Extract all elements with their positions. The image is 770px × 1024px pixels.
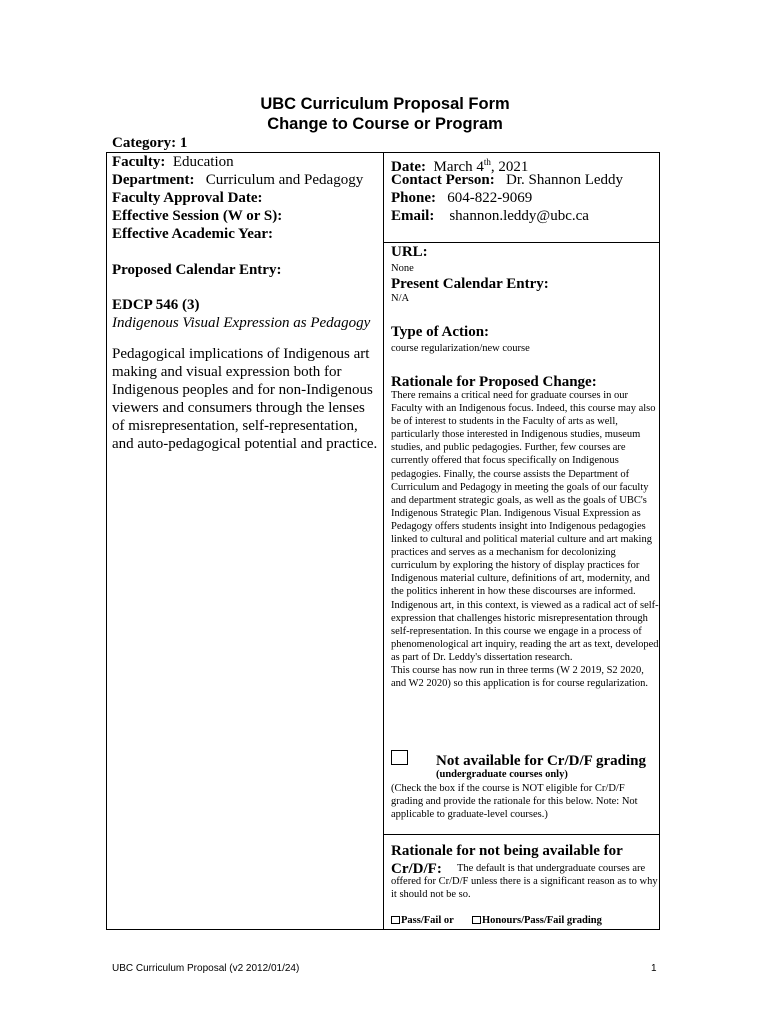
rationale-label: Rationale for Proposed Change: xyxy=(391,374,597,390)
crdf-checkbox[interactable] xyxy=(391,750,408,765)
rationale-not-available-desc: The default is that undergraduate courses are offered for Cr/D/F unless there is a significant reason as to why it should not be so. xyxy=(391,863,658,901)
email-row xyxy=(391,207,589,225)
course-title: Indigenous Visual Expression as Pedagogy xyxy=(112,315,371,331)
department-label: Department: xyxy=(112,172,195,188)
faculty-row xyxy=(112,153,234,171)
grading-options xyxy=(391,915,602,926)
contact-row xyxy=(391,171,623,189)
approval-date-row xyxy=(112,189,263,207)
present-calendar-value: N/A xyxy=(391,293,410,304)
effective-session-row xyxy=(112,207,282,225)
url-value: None xyxy=(391,263,414,274)
rationale-paragraph-1: There remains a critical need for graduate courses in our Faculty with an Indigenous focus. Indeed, this course may also be of interest to students in the Faculty of arts as well, particularly those interested in Indigenous studies, museum studies, and public pedagogies. Further, few courses are currently offered that focus specifically on Indigenous pedagogies. Finally, the course assists the Department of Curriculum and Pedagogy in meeting the goals of our faculty and department strategic goals, as well as the goals of UBC's Indigenous Strategic Plan. Indigenous Visual Expression as Pedagogy offers students insight into Indigenous pedagogies linked to cultural and political material culture and art making practices and serves as a mechanism for decolonizing curriculum by exploring the history of display practices for Indigenous material culture, definitions of art, modernity, and the politics inherent in how these discourses are informed. Indigenous art, in this context, is viewed as a radical act of self-expression that challenges historic misrepresentation through self-representation. In this course we engage in a process of phenomenological art inquiry, reading the art as text, developed as part of Dr. Leddy's dissertation research. xyxy=(391,390,659,663)
form-subtitle: Change to Course or Program xyxy=(267,115,503,133)
contact-label: Contact Person: xyxy=(391,172,495,188)
email-label: Email: xyxy=(391,208,435,224)
effective-year-label: Effective Academic Year: xyxy=(112,226,274,242)
rationale-paragraph-2: This course has now run in three terms (W 2 2019, S2 2020, and W2 2020) so this application is for course regularization. xyxy=(391,664,648,690)
phone-label: Phone: xyxy=(391,190,436,206)
type-of-action-value: course regularization/new course xyxy=(391,343,530,354)
category-label: Category: 1 xyxy=(112,135,188,151)
date-label: Date: xyxy=(391,159,426,175)
contact-value: Dr. Shannon Leddy xyxy=(505,172,624,188)
footer-version: UBC Curriculum Proposal (v2 2012/01/24) xyxy=(112,963,300,974)
proposed-calendar-entry-label: Proposed Calendar Entry: xyxy=(112,262,282,278)
page-number: 1 xyxy=(651,963,657,974)
course-description: Pedagogical implications of Indigenous art making and visual expression both for Indigenous peoples and for non-Indigenous viewers and consumers through the lenses of misrepresentation, self-representation, and auto-pedagogical potential and practice. xyxy=(112,346,378,452)
row-divider-lower xyxy=(383,834,660,835)
form-title: UBC Curriculum Proposal Form xyxy=(260,95,510,113)
column-divider xyxy=(383,152,384,930)
department-row xyxy=(112,171,363,189)
email-value: shannon.leddy@ubc.ca xyxy=(449,208,589,224)
phone-row xyxy=(391,189,532,207)
type-of-action-label: Type of Action: xyxy=(391,324,490,340)
row-divider xyxy=(383,242,660,243)
date-value: March 4th, 2021 xyxy=(433,157,529,175)
url-label: URL: xyxy=(391,244,428,260)
not-available-sub: (undergraduate courses only) xyxy=(436,769,568,780)
not-available-desc: (Check the box if the course is NOT eligible for Cr/D/F grading and provide the rationale for this below. Note: Not applicable to graduate-level courses.) xyxy=(391,783,638,821)
phone-value: 604-822-9069 xyxy=(447,190,533,206)
effective-year-row xyxy=(112,225,273,243)
present-calendar-label: Present Calendar Entry: xyxy=(391,276,549,292)
course-code: EDCP 546 (3) xyxy=(112,297,200,313)
faculty-value: Education xyxy=(172,154,234,170)
rationale-not-available-label: Rationale for not being available for Cr/D/F: xyxy=(391,843,623,877)
honours-checkbox[interactable] xyxy=(472,916,481,924)
effective-session-label: Effective Session (W or S): xyxy=(112,208,283,224)
pass-fail-label: Pass/Fail or xyxy=(401,915,454,926)
not-available-label: Not available for Cr/D/F grading xyxy=(436,753,646,769)
honours-label: Honours/Pass/Fail grading xyxy=(481,915,602,926)
pass-fail-checkbox[interactable] xyxy=(391,916,400,924)
department-value: Curriculum and Pedagogy xyxy=(205,172,364,188)
rationale-text xyxy=(391,389,659,690)
approval-date-label: Faculty Approval Date: xyxy=(112,190,263,206)
faculty-label: Faculty: xyxy=(112,154,166,170)
